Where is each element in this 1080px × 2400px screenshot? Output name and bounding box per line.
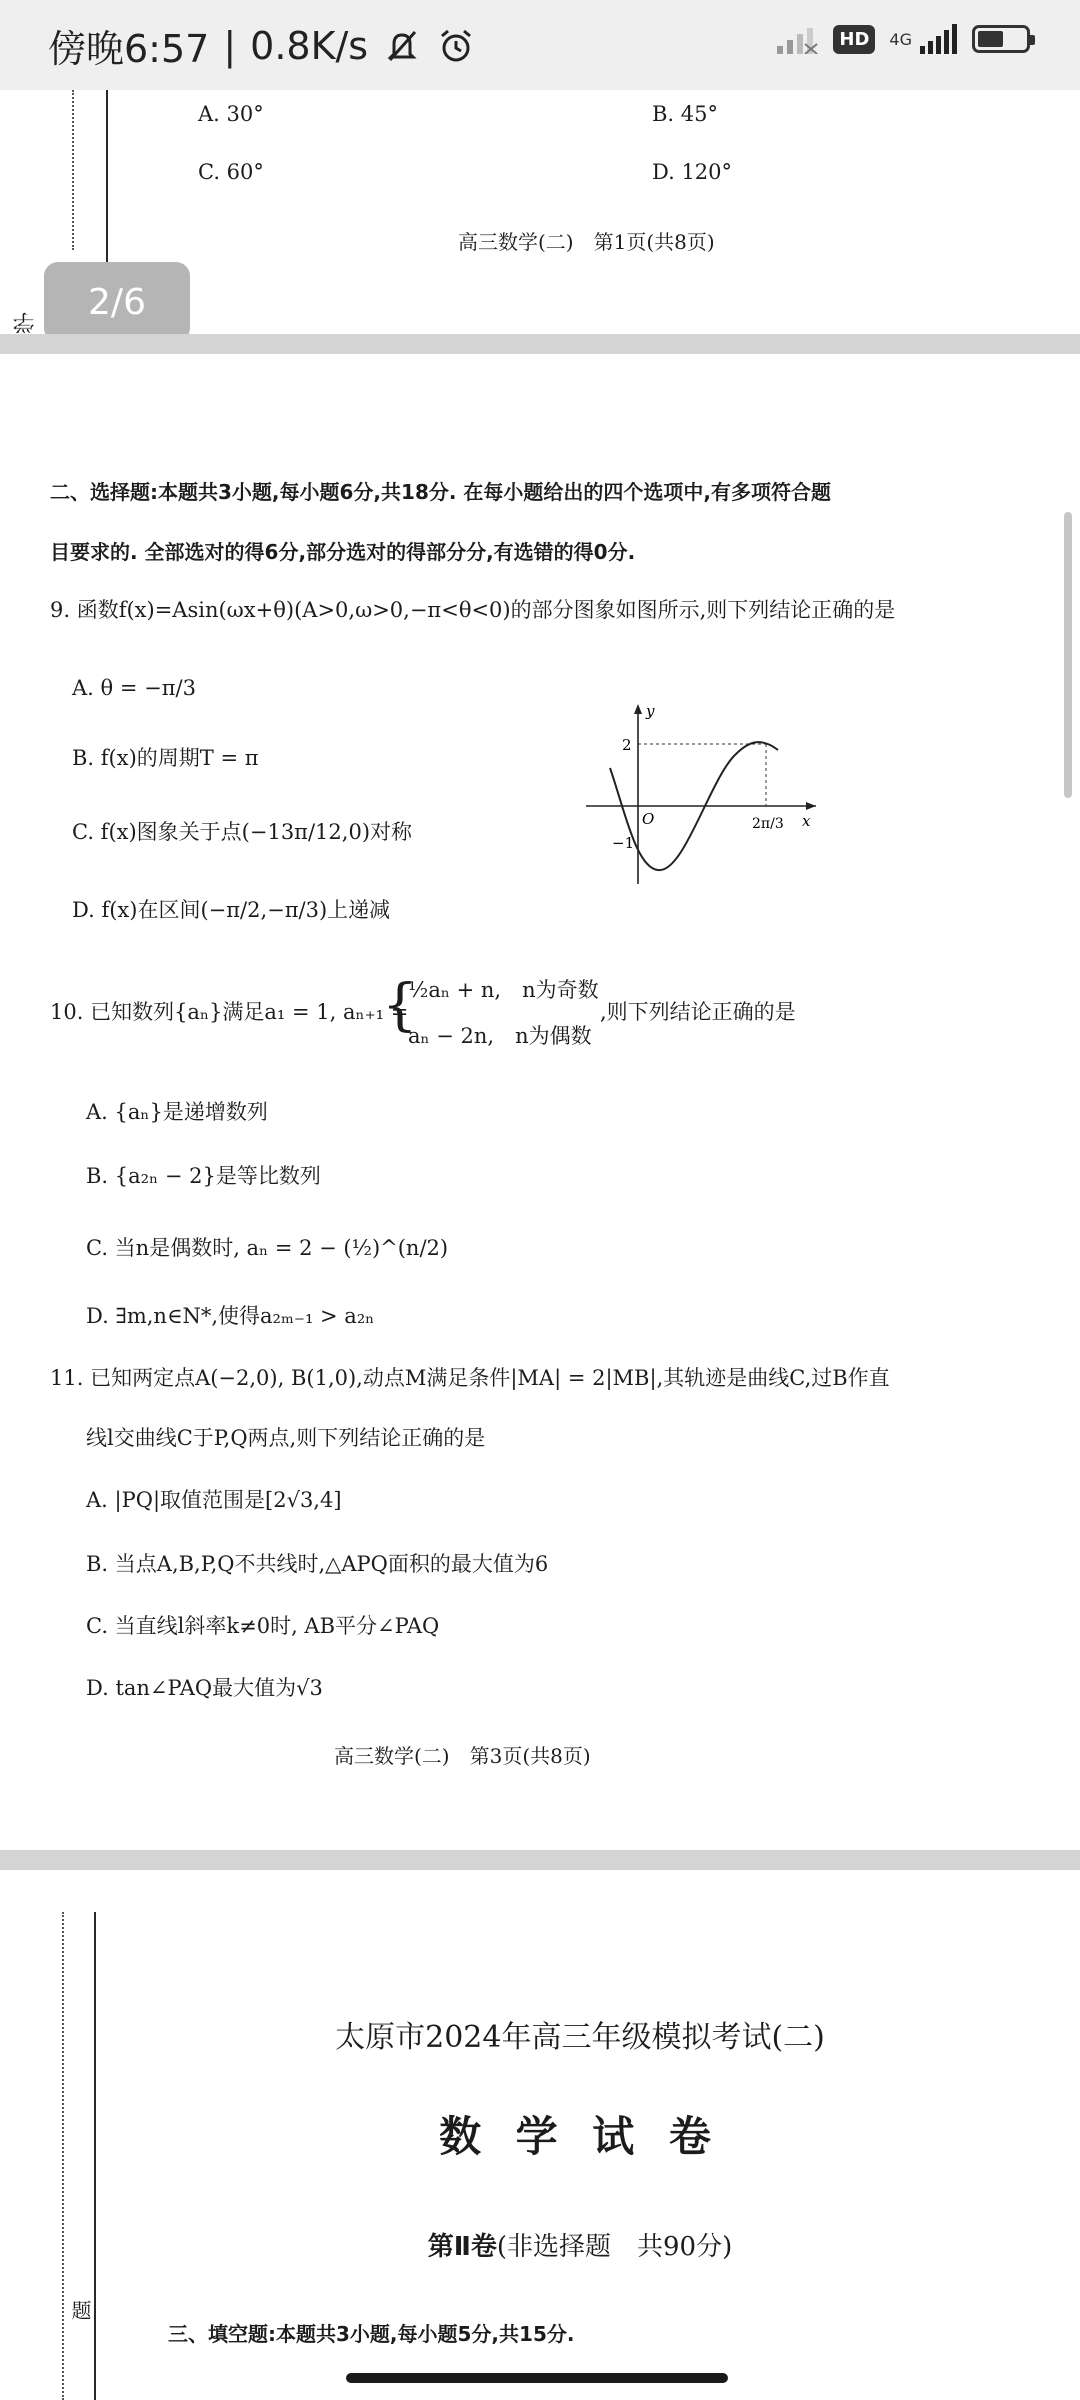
question-11-stem: 11. 已知两定点A(−2,0), B(1,0),动点M满足条件|MA| = 2|MB|,其轨迹是曲线C,过B作直: [50, 1366, 890, 1390]
question-11-option-c: C. 当直线l斜率k≠0时, AB平分∠PAQ: [86, 1614, 440, 1638]
subject-title: 数 学 试 卷: [439, 2112, 721, 2161]
battery-icon: [972, 25, 1030, 53]
section-2-heading-cont: 目要求的. 全部选对的得6分,部分选对的得部分分,有选错的得0分.: [50, 540, 636, 564]
y-min-label: −1: [612, 834, 635, 852]
question-10-case-2: aₙ − 2n, n为偶数: [408, 1024, 592, 1048]
origin-label: O: [642, 810, 655, 828]
status-divider: |: [223, 23, 237, 68]
home-indicator[interactable]: [346, 2373, 728, 2383]
question-11-stem-cont: 线l交曲线C于P,Q两点,则下列结论正确的是: [86, 1426, 486, 1450]
x-axis-arrow: [806, 802, 816, 810]
question-9-option-d: D. f(x)在区间(−π/2,−π/3)上递减: [72, 898, 391, 922]
question-9-option-a: A. θ = −π/3: [72, 676, 196, 700]
alarm-icon: [436, 26, 476, 66]
y-axis-label: y: [646, 702, 655, 720]
volume-note: (非选择题 共90分): [496, 2232, 733, 2262]
question-10-case-1: ½aₙ + n, n为奇数: [408, 978, 599, 1002]
page-separator: [0, 334, 1080, 354]
question-10-option-d: D. ∃m,n∈N*,使得a₂ₘ₋₁ > a₂ₙ: [86, 1304, 375, 1328]
page-footer: 高三数学(二) 第1页(共8页): [458, 230, 715, 254]
question-10-option-a: A. {aₙ}是递增数列: [86, 1100, 268, 1124]
question-10-option-c: C. 当n是偶数时, aₙ = 2 − (½)^(n/2): [86, 1236, 449, 1260]
battery-level: [978, 31, 1003, 47]
question-9-option-c: C. f(x)图象关于点(−13π/12,0)对称: [72, 820, 413, 844]
x-mark-label: 2π/3: [752, 816, 784, 832]
status-left: [48, 18, 476, 73]
section-3-heading: 三、填空题:本题共3小题,每小题5分,共15分.: [168, 2322, 575, 2346]
scrollbar[interactable]: [1064, 512, 1072, 798]
question-11-option-d: D. tan∠PAQ最大值为√3: [86, 1676, 323, 1700]
question-10-stem-end: ,则下列结论正确的是: [600, 1000, 796, 1024]
volume-heading: [0, 2226, 1080, 2263]
question-11-option-a: A. |PQ|取值范围是[2√3,4]: [86, 1488, 342, 1512]
network-type: 4G: [889, 29, 912, 49]
option-b: B. 45°: [652, 102, 719, 126]
page-separator: [0, 1850, 1080, 1870]
side-mark: 题: [68, 2300, 92, 2320]
status-time: 傍晚6:57: [48, 27, 210, 71]
question-10-brace: {: [382, 973, 418, 1038]
sine-graph: [580, 698, 820, 888]
status-bar: [0, 0, 1080, 90]
option-d: D. 120°: [652, 160, 733, 184]
x-axis-label: x: [802, 812, 811, 830]
document-page-3: [0, 354, 1080, 1850]
question-9-stem: 9. 函数f(x)=Asin(ωx+θ)(A>0,ω>0,−π<θ<0)的部分图象如图所示,则下列结论正确的是: [50, 598, 896, 622]
page-indicator: 2/6: [44, 262, 190, 342]
hd-badge: HD: [833, 25, 875, 54]
mute-icon: [382, 26, 422, 66]
volume-title: 第Ⅱ卷: [427, 2232, 497, 2262]
signal-icon: [918, 24, 958, 54]
signal-weak-icon: [775, 24, 819, 54]
document-page-4: [0, 1870, 1080, 2400]
option-c: C. 60°: [198, 160, 264, 184]
question-10-stem-start: 10. 已知数列{aₙ}满足a₁ = 1, aₙ₊₁ =: [50, 1000, 409, 1024]
network-speed: 0.8K/s: [250, 23, 369, 68]
status-right: [775, 24, 1030, 54]
page-footer: 高三数学(二) 第3页(共8页): [334, 1744, 591, 1768]
school-label: 学: [13, 312, 38, 334]
question-11-option-b: B. 当点A,B,P,Q不共线时,△APQ面积的最大值为6: [86, 1552, 549, 1576]
binding-line: [72, 90, 74, 250]
exam-title: 太原市2024年高三年级模拟考试(二): [335, 2020, 825, 2055]
question-10-option-b: B. {a₂ₙ − 2}是等比数列: [86, 1164, 321, 1188]
option-a: A. 30°: [198, 102, 264, 126]
y-max-label: 2: [622, 736, 632, 754]
question-9-option-b: B. f(x)的周期T = π: [72, 746, 259, 770]
y-axis-arrow: [634, 704, 642, 714]
section-2-heading: 二、选择题:本题共3小题,每小题6分,共18分. 在每小题给出的四个选项中,有多项符合题: [50, 480, 832, 504]
